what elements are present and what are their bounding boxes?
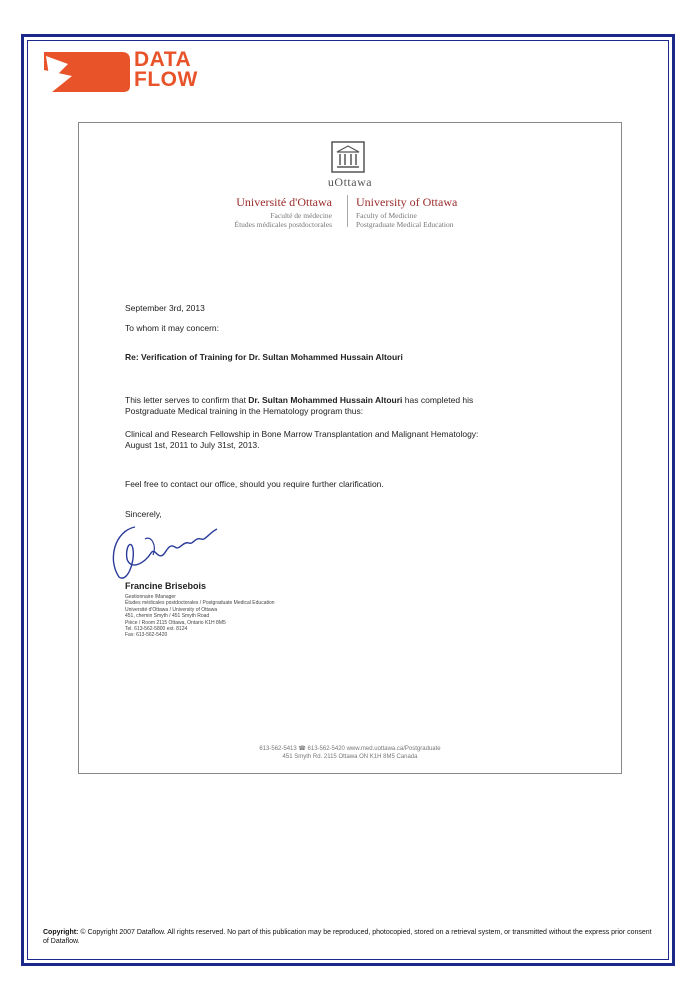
- uottawa-wordmark: uOttawa: [327, 175, 373, 189]
- faculty-fr: Faculté de médecine Études médicales postdoctorales: [234, 211, 332, 229]
- verification-letter: [78, 122, 622, 774]
- dataflow-logo-text: DATA FLOW: [134, 48, 198, 91]
- letter-closing: Sincerely,: [125, 509, 162, 519]
- letter-footer-contact: 613-562-5413 ☎ 613-562-5420 www.med.uottawa.ca/Postgraduate: [259, 746, 441, 752]
- university-name-en: University of Ottawa: [356, 195, 458, 209]
- signer-details: Gestionnaire /Manager Études médicales postdoctorales / Postgraduate Medical Education Université d'Ottawa / University of Ottawa 451, chemin Smyth / 451 Smyth Road Pièce / Room 2115 Ottawa, Ontario K1H 8M5 Tel. 613-562-5800 ext. 8124 Fax: 613-562-5420: [125, 594, 275, 639]
- letter-paragraph-2: Clinical and Research Fellowship in Bone Marrow Transplantation and Malignant Hematology: August 1st, 2011 to July 31st, 2013.: [125, 429, 479, 450]
- letter-paragraph-1: This letter serves to confirm that Dr. Sultan Mohammed Hussain Altouri has completed his Postgraduate Medical training in the Hematology program thus:: [125, 395, 474, 416]
- faculty-en: Faculty of Medicine Postgraduate Medical Education: [356, 211, 454, 229]
- copyright-notice: Copyright: © Copyright 2007 Dataflow. All rights reserved. No part of this publication may be reproduced, photocopied, stored on a retrieval system, or transmitted without the express prior consent of Dataflow.: [43, 929, 652, 945]
- letter-date: September 3rd, 2013: [125, 303, 205, 313]
- letter-salutation: To whom it may concern:: [125, 323, 220, 333]
- header-divider: [347, 195, 348, 227]
- university-name-fr: Université d'Ottawa: [236, 195, 332, 209]
- signature-icon: [105, 519, 235, 585]
- letter-paragraph-3: Feel free to contact our office, should you require further clarification.: [125, 479, 384, 489]
- letter-footer-address: 451 Smyth Rd. 2115 Ottawa ON K1H 8M5 Canada: [282, 754, 418, 760]
- university-building-icon: [331, 141, 365, 173]
- letter-subject: Re: Verification of Training for Dr. Sultan Mohammed Hussain Altouri: [125, 352, 403, 362]
- signer-name: Francine Brisebois: [125, 581, 207, 591]
